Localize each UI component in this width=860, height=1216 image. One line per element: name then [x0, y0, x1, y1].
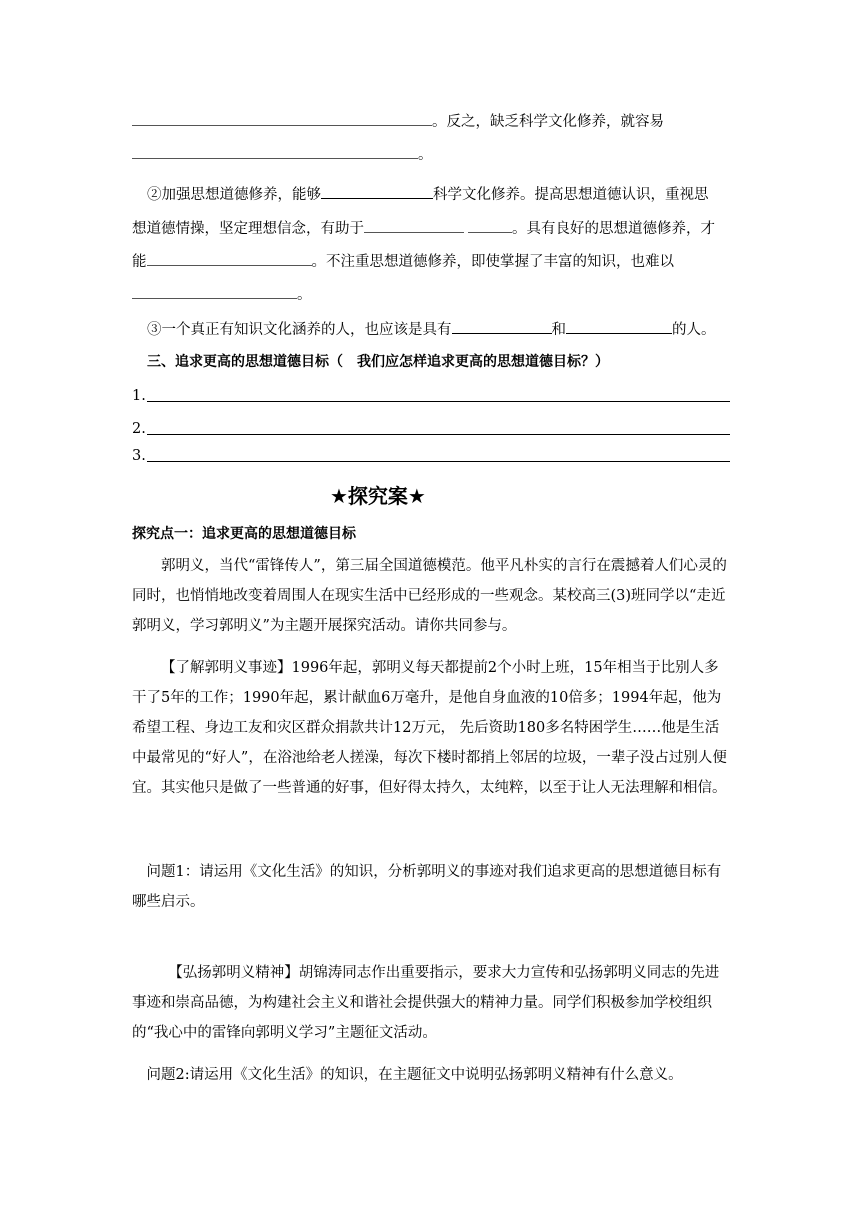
fill-text: 的人。	[672, 322, 716, 338]
intro-paragraph: 郭明义，当代“雷锋传人”，第三届全国道德模范。他平凡朴实的言行在震撼着人们心灵的同时，也悄悄地改变着周围人在现实生活中已经形成的一些观念。某校高三(3)班同学以“走近郭明义，学习郭明义”为主题开展探究活动。请你共同参与。	[132, 558, 727, 634]
fill-line-1	[132, 114, 664, 130]
deeds-paragraph: 【了解郭明义事迹】1996年起，郭明义每天都提前2个小时上班，15年相当于比别人多干了5年的工作；1990年起，累计献血6万毫升，是他自身血液的10倍多；1994年起，他为希望工程、身边工友和灾区群众捐款共计12万元， 先后资助180多名特困学生……他是生活中最常见的“好人”，在浴池给老人搓澡，每次下楼时都捎上邻居的垃圾，一辈子没占过别人便宜。其实他只是做了一些普通的好事，但好得太持久，太纯粹，以至于让人无法理解和相信。	[132, 660, 727, 796]
fill-text: 。具有良好的思想道德修养，才	[512, 221, 715, 237]
answer-blank[interactable]	[452, 322, 552, 334]
fill-line-2	[132, 147, 433, 163]
fill-para-2-line-2	[132, 221, 715, 237]
fill-text: ③一个真正有知识文化涵养的人，也应该是具有	[147, 322, 452, 338]
answer-line-1[interactable]	[147, 401, 730, 402]
spirit-paragraph: 【弘扬郭明义精神】胡锦涛同志作出重要指示，要求大力宣传和弘扬郭明义同志的先进事迹和崇高品德，为构建社会主义和谐社会提供强大的精神力量。同学们积极参加学校组织的“我心中的雷锋向郭明义学习”主题征文活动。	[132, 965, 720, 1041]
fill-text: ②加强思想道德修养，能够	[147, 187, 321, 203]
question-2: 问题2:请运用《文化生活》的知识，在主题征文中说明弘扬郭明义精神有什么意义。	[146, 1067, 683, 1083]
fill-text: 想道德情操，坚定理想信念，有助于	[132, 221, 364, 237]
answer-label-3: 3.	[132, 448, 146, 464]
fill-line-2-text: 。	[418, 147, 433, 163]
fill-para-2-line-3	[132, 254, 674, 270]
fill-text: 科学文化修养。提高思想道德认识，重视思	[433, 187, 709, 203]
answer-label-1: 1.	[132, 388, 146, 404]
explore-title: ★探究案★	[330, 484, 426, 508]
answer-blank[interactable]	[468, 221, 512, 233]
answer-blank[interactable]	[321, 187, 433, 199]
answer-blank[interactable]	[132, 147, 418, 159]
answer-blank[interactable]	[566, 322, 672, 334]
answer-blank[interactable]	[364, 221, 464, 233]
fill-para-2-line-1	[147, 187, 709, 203]
answer-line-2[interactable]	[147, 434, 730, 435]
fill-para-2-line-4	[132, 287, 312, 303]
fill-line-1-text: 。反之，缺乏科学文化修养，就容易	[432, 114, 664, 130]
answer-blank[interactable]	[132, 287, 297, 299]
fill-text: 和	[551, 322, 566, 338]
answer-label-2: 2.	[132, 421, 146, 437]
answer-line-3[interactable]	[147, 461, 730, 462]
fill-text: 。不注重思想道德修养，即使掌握了丰富的知识，也难以	[311, 254, 674, 270]
fill-text: 能	[132, 254, 147, 270]
explore-point-heading: 探究点一：追求更高的思想道德目标	[132, 526, 356, 542]
question-1: 问题1：请运用《文化生活》的知识，分析郭明义的事迹对我们追求更高的思想道德目标有哪些启示。	[132, 864, 722, 910]
fill-para-3	[147, 322, 716, 338]
answer-blank[interactable]	[147, 254, 312, 266]
answer-blank[interactable]	[132, 114, 432, 126]
fill-text: 。	[297, 287, 312, 303]
section-heading: 三、追求更高的思想道德目标（ 我们应怎样追求更高的思想道德目标？）	[147, 354, 609, 370]
